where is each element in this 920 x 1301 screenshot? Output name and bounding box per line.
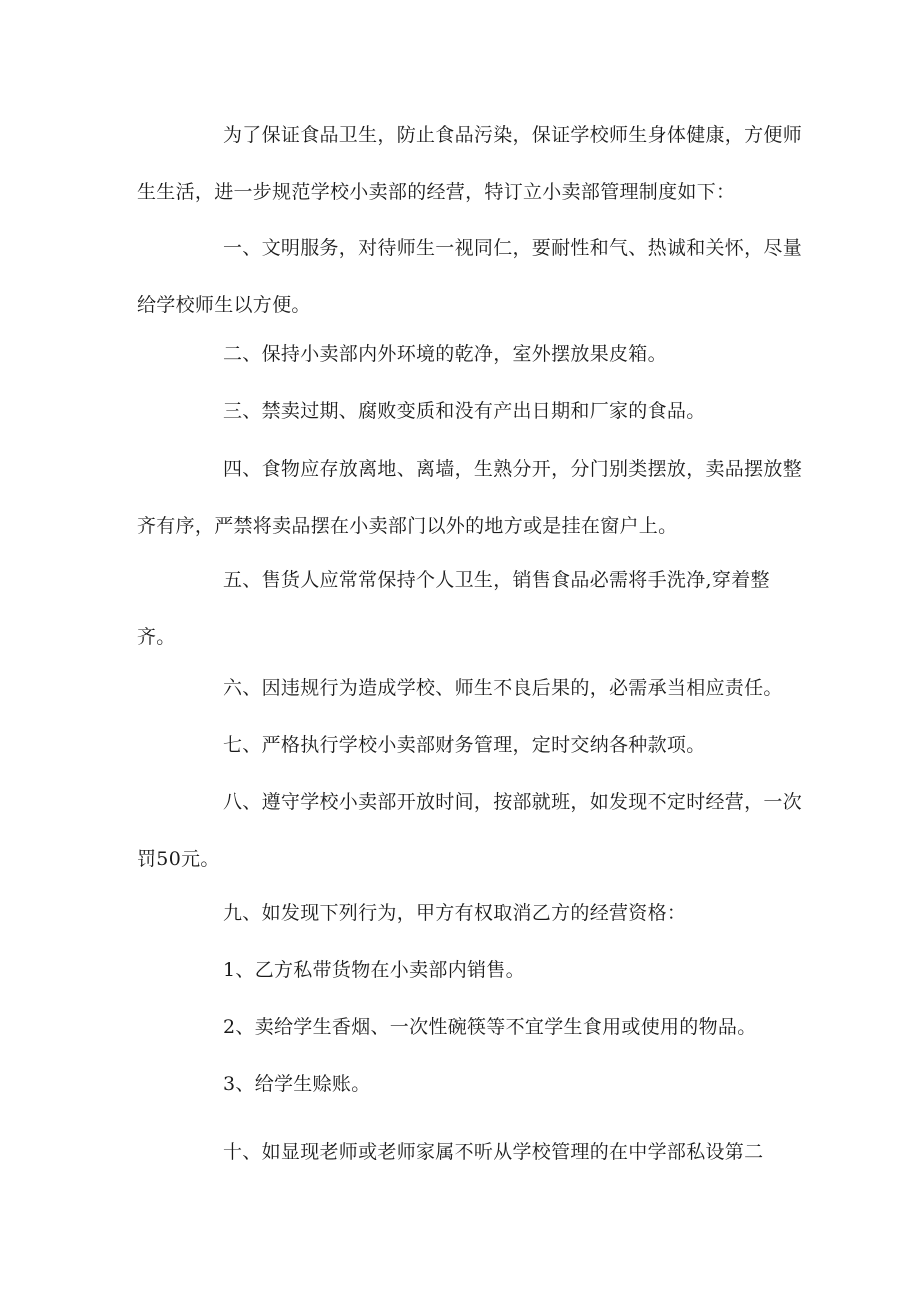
rule-4-paragraph: 四、食物应存放离地、离墙，生熟分开，分门别类摆放，卖品摆放整齐有序，严禁将卖品摆在小卖部门以外的地方或是挂在窗户上。 [137,458,803,537]
rule-2-paragraph: 二、保持小卖部内外环境的乾净，室外摆放果皮箱。 [223,343,667,365]
rule-10-paragraph: 十、如显现老师或老师家属不听从学校管理的在中学部私设第二 [223,1141,764,1163]
rule-9-item-2: 2、卖给学生香烟、一次性碗筷等不宜学生食用或使用的物品。 [223,1016,757,1038]
rule-1-paragraph: 一、文明服务，对待师生一视同仁，要耐性和气、热诚和关怀，尽量给学校师生以方便。 [137,237,803,316]
rule-9-paragraph: 九、如发现下列行为，甲方有权取消乙方的经营资格： [223,902,687,924]
rule-3-paragraph: 三、禁卖过期、腐败变质和没有产出日期和厂家的食品。 [223,400,706,422]
rule-8-paragraph: 八、遵守学校小卖部开放时间，按部就班，如发现不定时经营，一次罚50元。 [137,791,803,870]
rule-6-paragraph: 六、因违规行为造成学校、师生不良后果的，必需承当相应责任。 [223,677,783,699]
rule-9-item-3: 3、给学生赊账。 [223,1073,371,1095]
rule-9-item-1: 1、乙方私带货物在小卖部内销售。 [223,959,525,981]
rule-7-paragraph: 七、严格执行学校小卖部财务管理，定时交纳各种款项。 [223,734,706,756]
rule-5-paragraph: 五、售货人应常常保持个人卫生，销售食品必需将手洗净,穿着整齐。 [137,569,770,648]
intro-paragraph: 为了保证食品卫生，防止食品污染，保证学校师生身体健康，方便师生生活，进一步规范学校小卖部的经营，特订立小卖部管理制度如下： [137,124,803,203]
